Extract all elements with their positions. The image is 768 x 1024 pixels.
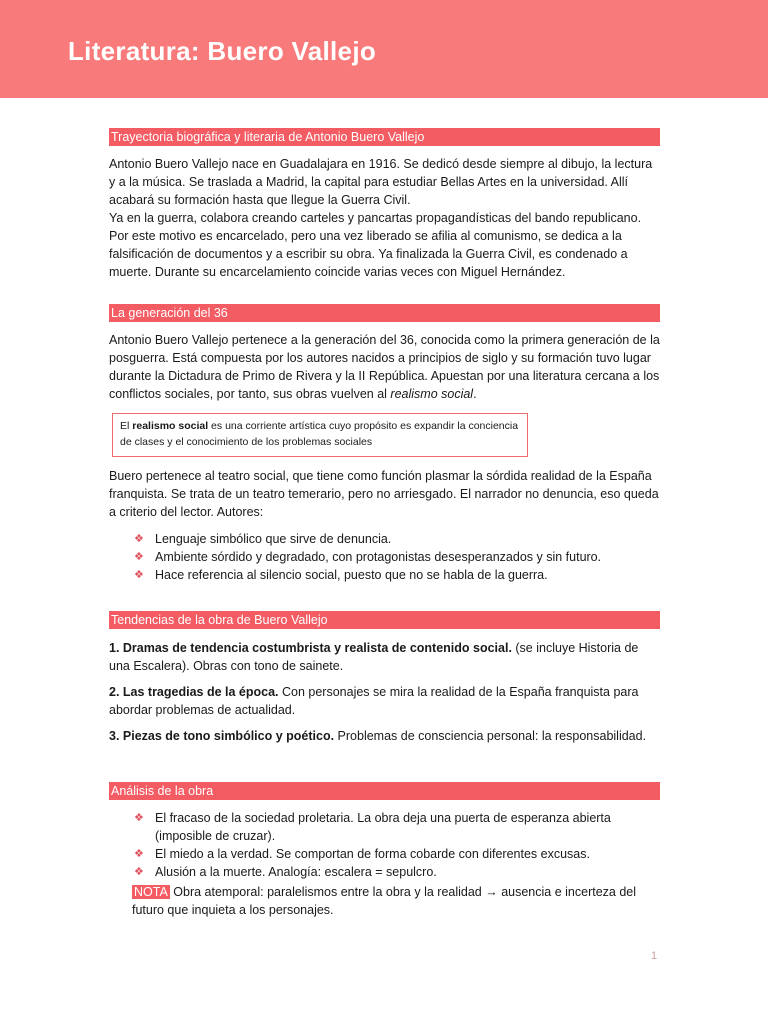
list-item-text: Lenguaje simbólico que sirve de denuncia. xyxy=(155,532,392,546)
diamond-bullet-icon: ❖ xyxy=(134,812,144,824)
tendencia-1-rest: (se incluye Historia de una Escalera). Obras con tono de sainete. xyxy=(109,641,639,673)
biografia-paragraph-2: Ya en la guerra, colabora creando carteles y pancartas propagandísticas del bando republicano. Por este motivo es encarcelado, pero una vez liberado se afilia al comunismo, se dedica a la falsificación de documentos y a escribir su obra. Ya finalizada la Guerra Civil, es condenado a muerte. Durante su encarcelamiento coincide varias veces con Miguel Hernández. xyxy=(109,211,642,279)
tendencia-3-rest: Problemas de consciencia personal: la responsabilidad. xyxy=(334,729,647,743)
title-banner xyxy=(0,0,768,98)
generacion-p1-text: Antonio Buero Vallejo pertenece a la generación del 36, conocida como la primera generación de la posguerra. Está compuesta por los autores nacidos a principios de siglo y su formación tuvo lugar durante la Dictadura de Primo de Rivera y la II República. Apuestan por una literatura cercana a los conflictos sociales, por tanto, sus obras vuelven al xyxy=(109,333,660,401)
generacion-paragraph-2: Buero pertenece al teatro social, que tiene como función plasmar la sórdida realidad de la España franquista. Se trata de un teatro temerario, pero no arriesgado. El narrador no denuncia, eso queda a criterio del lector. Autores: xyxy=(109,469,659,519)
list-item-text: El miedo a la verdad. Se comportan de forma cobarde con diferentes excusas. xyxy=(155,847,590,861)
callout-bold: realismo social xyxy=(132,420,209,432)
nota-label: NOTA xyxy=(134,885,168,899)
list-item xyxy=(109,548,660,566)
list-item xyxy=(109,845,660,863)
tendencia-2-rest: Con personajes se mira la realidad de la España franquista para abordar problemas de actualidad. xyxy=(109,685,639,717)
tendencia-2-bold: 2. Las tragedias de la época. xyxy=(109,685,279,699)
analisis-bullet-list xyxy=(109,809,660,881)
section-heading-tendencias: Tendencias de la obra de Buero Vallejo xyxy=(109,611,660,629)
section-heading-analisis: Análisis de la obra xyxy=(109,782,660,800)
diamond-bullet-icon: ❖ xyxy=(134,551,144,563)
section-heading-generacion: La generación del 36 xyxy=(109,304,660,322)
generacion-bullet-list xyxy=(109,530,660,584)
diamond-bullet-icon: ❖ xyxy=(134,848,144,860)
tendencia-item-2 xyxy=(109,683,660,719)
document-body xyxy=(109,128,660,919)
list-item xyxy=(109,809,660,845)
nota-paragraph xyxy=(109,883,660,919)
generacion-p1-end: . xyxy=(473,387,477,401)
generacion-paragraph-1 xyxy=(109,331,660,403)
callout-pre: El xyxy=(120,420,133,432)
realismo-social-callout xyxy=(112,413,528,457)
biografia-paragraph-1: Antonio Buero Vallejo nace en Guadalajara en 1916. Se dedicó desde siempre al dibujo, la lectura y a la música. Se traslada a Madrid, la capital para estudiar Bellas Artes en la universidad. Allí acabará su formación hasta que llegue la Guerra Civil. xyxy=(109,157,653,207)
generacion-p1-italic: realismo social xyxy=(390,387,474,401)
diamond-bullet-icon: ❖ xyxy=(134,569,144,581)
nota-text: Obra atemporal: paralelismos entre la obra y la realidad → ausencia e incerteza del futuro que inquieta a los personajes. xyxy=(132,885,637,917)
diamond-bullet-icon: ❖ xyxy=(134,533,144,545)
page-number: 1 xyxy=(651,950,658,962)
list-item xyxy=(109,530,660,548)
tendencia-3-bold: 3. Piezas de tono simbólico y poético. xyxy=(109,729,335,743)
tendencia-item-3 xyxy=(109,727,660,745)
callout-post: es una corriente artística cuyo propósito es expandir la conciencia de clases y el conocimiento de los problemas sociales xyxy=(120,420,519,448)
section-heading-biografia: Trayectoria biográfica y literaria de Antonio Buero Vallejo xyxy=(109,128,660,146)
diamond-bullet-icon: ❖ xyxy=(134,866,144,878)
tendencia-1-bold: 1. Dramas de tendencia costumbrista y realista de contenido social. xyxy=(109,641,512,655)
page-title: Literatura: Buero Vallejo xyxy=(68,36,377,66)
list-item-text: Hace referencia al silencio social, puesto que no se habla de la guerra. xyxy=(155,568,548,582)
list-item xyxy=(109,863,660,881)
list-item xyxy=(109,566,660,584)
list-item-text: Ambiente sórdido y degradado, con protagonistas desesperanzados y sin futuro. xyxy=(155,550,602,564)
list-item-text: El fracaso de la sociedad proletaria. La obra deja una puerta de esperanza abierta (imposible de cruzar). xyxy=(155,811,611,843)
tendencia-item-1 xyxy=(109,639,660,675)
list-item-text: Alusión a la muerte. Analogía: escalera = sepulcro. xyxy=(155,865,437,879)
